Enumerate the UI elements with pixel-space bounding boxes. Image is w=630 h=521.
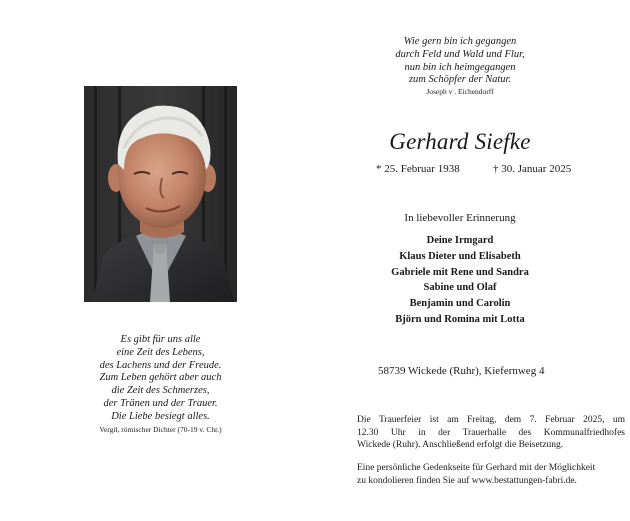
top-verse xyxy=(370,36,550,96)
online-memorial-note xyxy=(357,462,625,487)
verse-line: die Zeit des Schmerzes, xyxy=(111,385,210,397)
verse-line: eine Zeit des Lebens, xyxy=(116,346,205,358)
mourner-name: Deine Irmgard xyxy=(426,235,494,246)
verse-line: zum Schöpfer der Natur. xyxy=(408,74,512,86)
mourner-name: Klaus Dieter und Elisabeth xyxy=(399,250,521,262)
online-line: zu kondolieren finden Sie auf www.bestattungen-fabri.de. xyxy=(357,475,577,486)
death-date: † 30. Januar 2025 xyxy=(493,163,572,175)
verse-line: der Tränen und der Trauer. xyxy=(103,397,218,409)
verse-line: Es gibt für uns alle xyxy=(120,334,201,345)
left-verse xyxy=(84,334,237,435)
verse-attribution: Joseph v . Eichendorff xyxy=(426,87,494,97)
birth-date: * 25. Februar 1938 xyxy=(376,163,460,175)
funeral-line: Wickede (Ruhr). Anschließend erfolgt die Beisetzung. xyxy=(357,440,564,451)
address: 58739 Wickede (Ruhr), Kiefernweg 4 xyxy=(378,365,545,377)
mourner-name: Benjamin und Carolin xyxy=(409,298,511,310)
verse-line: nun bin ich heimgegangen xyxy=(404,61,516,73)
funeral-line: Die Trauerfeier ist am Freitag, dem 7. Februar 2025, um xyxy=(357,415,625,425)
deceased-name: Gerhard Siefke xyxy=(389,129,531,154)
portrait-photo xyxy=(84,86,237,302)
verse-line: durch Feld und Wald und Flur, xyxy=(395,48,525,60)
verse-line: Zum Leben gehört aber auch xyxy=(99,372,222,384)
verse-line: Wie gern bin ich gegangen xyxy=(403,36,517,47)
verse-line: des Lachens und der Freude. xyxy=(99,359,222,371)
funeral-notice xyxy=(357,414,625,452)
verse-line: Die Liebe besiegt alles. xyxy=(111,410,210,422)
verse-attribution: Vergil, römischer Dichter (70-19 v. Chr.) xyxy=(99,424,222,434)
online-line: Eine persönliche Gedenkseite für Gerhard mit der Möglichkeit xyxy=(357,463,596,473)
mourner-name: Björn und Romina mit Lotta xyxy=(395,313,525,325)
mourner-name: Sabine und Olaf xyxy=(423,282,497,294)
mourner-name: Gabriele mit Rene und Sandra xyxy=(391,266,529,278)
memory-heading: In liebevoller Erinnerung xyxy=(404,212,516,224)
funeral-line: 12.30 Uhr in der Trauerhalle des Kommunalfriedhofes xyxy=(357,427,625,438)
mourners-list xyxy=(370,233,550,328)
